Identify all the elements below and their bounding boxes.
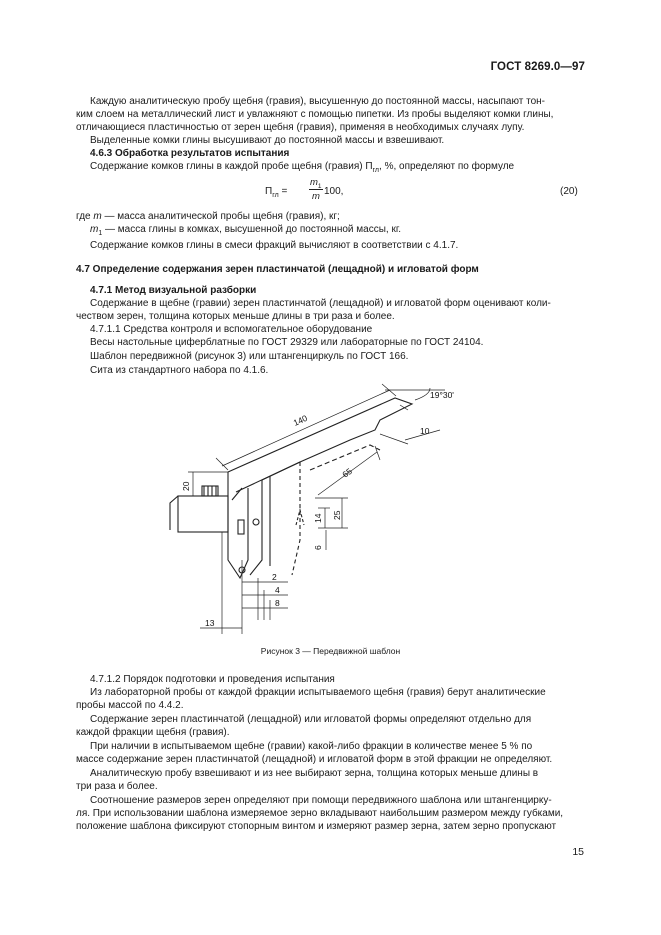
- formula: $П_{гл}$ =: [265, 186, 288, 199]
- paragraph-line: Соотношение размеров зерен определяют при помощи передвижного шаблона или штангенцирку-: [90, 795, 552, 806]
- dim-25: 25: [332, 510, 342, 520]
- paragraph-line: Содержание в щебне (гравии) зерен пластинчатой (лещадной) и игловатой форм оценивают коли-: [90, 298, 551, 309]
- figure-caption: Рисунок 3 — Передвижной шаблон: [260, 646, 401, 656]
- formula-numerator: $m_1$: [310, 177, 322, 190]
- dim-2: 2: [272, 572, 277, 582]
- dim-13: 13: [205, 618, 215, 628]
- dim-140: 140: [291, 412, 309, 428]
- section-heading: 4.7.1 Метод визуальной разборки: [90, 285, 257, 296]
- section-heading: 4.7 Определение содержания зерен пластинчатой (лещадной) и игловатой форм: [76, 264, 479, 275]
- subsection-heading: 4.7.1.2 Порядок подготовки и проведения испытания: [90, 674, 335, 685]
- dim-14: 14: [313, 513, 323, 523]
- paragraph-line: Шаблон передвижной (рисунок 3) или штангенциркуль по ГОСТ 166.: [90, 351, 409, 362]
- paragraph-line: ким слоем на металлический лист и увлажняют с помощью пипетки. Из пробы выделяют комки глины,: [76, 109, 554, 120]
- template-jaw: [250, 480, 262, 575]
- paragraph-line: массе содержание зерен пластинчатой (лещадной) и игловатой форм в этой фракции не определяют.: [76, 754, 553, 765]
- template-arm-inner: [236, 462, 300, 492]
- formula-tail: 100,: [324, 186, 344, 197]
- paragraph-line: При наличии в испытываемом щебне (гравии) какой-либо фракции в количестве менее 5 % по: [90, 741, 533, 752]
- dimension-line-140: [222, 390, 390, 466]
- page-number: 15: [572, 846, 584, 858]
- formula-denominator: m: [312, 191, 320, 202]
- paragraph-line: чеством зерен, толщина которых меньше длины в три раза и более.: [76, 311, 395, 322]
- dim-4: 4: [275, 585, 280, 595]
- formula-number: (20): [560, 186, 578, 197]
- section-heading: 4.6.3 Обработка результатов испытания: [90, 148, 290, 159]
- paragraph-line: Каждую аналитическую пробу щебня (гравия), высушенную до постоянной массы, насыпают тон-: [90, 96, 546, 107]
- paragraph-line: пробы массой по 4.4.2.: [76, 700, 184, 711]
- paragraph-line: отличающиеся пластичностью от зерен щебня (гравия), применяя в необходимых случаях лупу.: [76, 122, 525, 133]
- where-line: где m — масса аналитической пробы щебня (гравия), кг;: [76, 211, 340, 222]
- template-jaw-right: [292, 462, 300, 575]
- template-clamp: [178, 496, 228, 532]
- dim-6: 6: [313, 545, 323, 550]
- template-arm-outline: [228, 398, 412, 480]
- paragraph-line: Выделенные комки глины высушивают до постоянной массы и взвешивают.: [90, 135, 445, 146]
- paragraph-line: Из лабораторной пробы от каждой фракции испытываемого щебня (гравия) берут аналитические: [90, 687, 546, 698]
- paragraph-line: Содержание зерен пластинчатой (лещадной) или игловатой формы определяют отдельно для: [90, 714, 532, 725]
- dim-angle: 19°30': [430, 390, 454, 400]
- paragraph-line: Аналитическую пробу взвешивают и из нее выбирают зерна, толщина которых меньше длины в: [90, 768, 539, 779]
- document-header: ГОСТ 8269.0—97: [490, 61, 585, 73]
- paragraph-line: положение шаблона фиксируют стопорным винтом и измеряют размер зерна, затем зерно пропускают: [76, 821, 557, 832]
- paragraph-line: три раза и более.: [76, 781, 158, 792]
- paragraph-line: Весы настольные циферблатные по ГОСТ 29329 или лабораторные по ГОСТ 24104.: [90, 337, 484, 348]
- where-line: $m_1$ — масса глины в комках, высушенной до постоянной массы, кг.: [90, 224, 402, 237]
- paragraph-line: Содержание комков глины в смеси фракций вычисляют в соответствии с 4.1.7.: [90, 240, 459, 251]
- dim-20: 20: [181, 481, 191, 491]
- dim-65: 65: [340, 465, 354, 480]
- subsection-heading: 4.7.1.1 Средства контроля и вспомогательное оборудование: [90, 324, 373, 335]
- paragraph-line: Сита из стандартного набора по 4.1.6.: [90, 365, 269, 376]
- dim-8: 8: [275, 598, 280, 608]
- dim-10: 10: [420, 426, 430, 436]
- paragraph-line: ля. При использовании шаблона измеряемое зерно вкладывают наибольшим размером между губками,: [76, 808, 564, 819]
- formula-intro: Содержание комков глины в каждой пробе щебня (гравия) $П_{гл}$, %, определяют по формуле: [90, 161, 515, 174]
- paragraph-line: каждой фракции щебня (гравия).: [76, 727, 230, 738]
